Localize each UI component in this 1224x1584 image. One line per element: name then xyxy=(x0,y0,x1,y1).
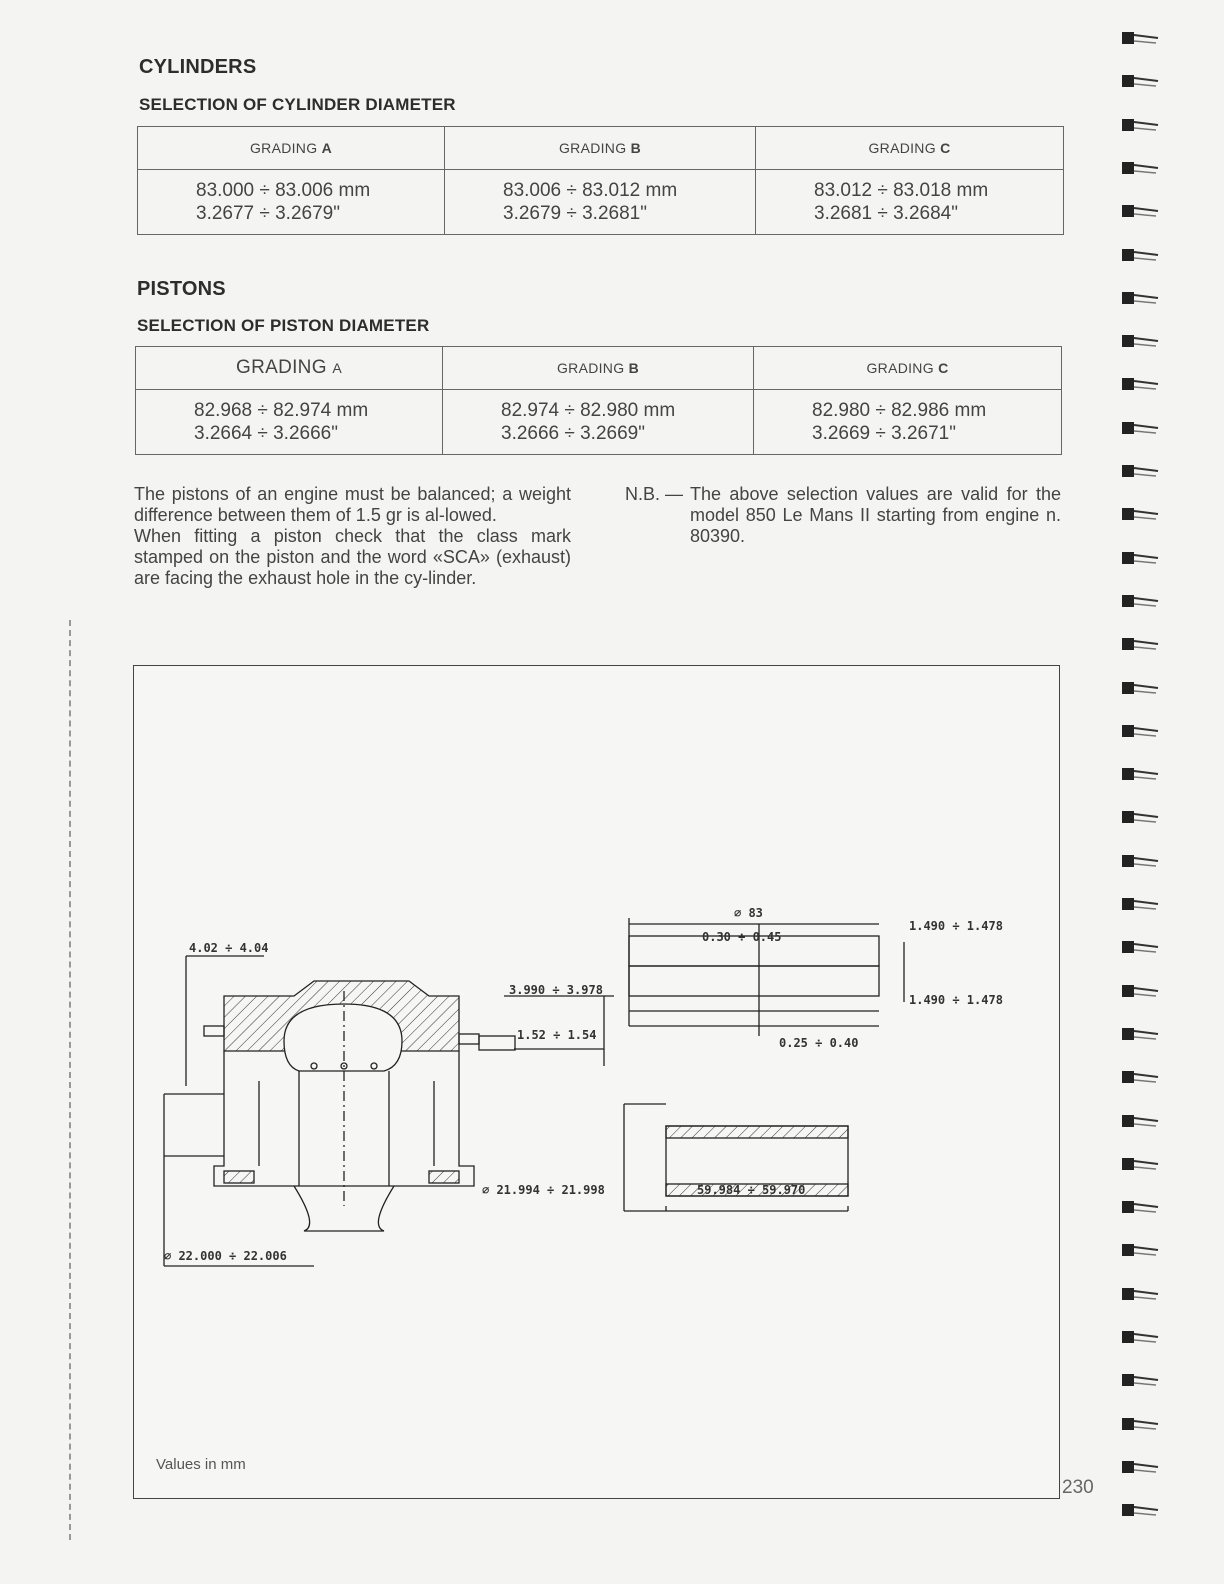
cyl-grade-c-values: 83.012 ÷ 83.018 mm 3.2681 ÷ 3.2684" xyxy=(756,170,1064,235)
binding-edge-marks xyxy=(69,620,73,1540)
binding-coil xyxy=(1120,376,1160,390)
binding-coil xyxy=(1120,1502,1160,1516)
figure-caption: Values in mm xyxy=(156,1456,246,1473)
pis-grade-a-values: 82.968 ÷ 82.974 mm 3.2664 ÷ 3.2666" xyxy=(136,390,443,455)
dim-pin-height: 4.02 ÷ 4.04 xyxy=(189,941,269,955)
binding-coil xyxy=(1120,1199,1160,1213)
pis-grade-a-header: GRADING A xyxy=(136,347,443,390)
binding-coil xyxy=(1120,1329,1160,1343)
binding-coil xyxy=(1120,593,1160,607)
dim-pin-length: 59.984 ÷ 59.970 xyxy=(697,1183,806,1197)
pistons-heading: PISTONS xyxy=(137,278,226,300)
binding-coil xyxy=(1120,896,1160,910)
piston-drawing xyxy=(134,666,1059,1498)
dim-pin-bore: ∅ 22.000 ÷ 22.006 xyxy=(164,1249,287,1263)
cyl-grade-b-header: GRADING B xyxy=(445,127,756,170)
pistons-subheading: SELECTION OF PISTON DIAMETER xyxy=(137,316,430,335)
page-number: 230 xyxy=(1062,1477,1094,1498)
binding-coil xyxy=(1120,203,1160,217)
dim-ring-groove: 3.990 ÷ 3.978 xyxy=(509,983,603,997)
dim-pin-diameter: ∅ 21.994 ÷ 21.998 xyxy=(482,1183,605,1197)
binding-coil xyxy=(1120,853,1160,867)
binding-coil xyxy=(1120,809,1160,823)
binding-coil xyxy=(1120,160,1160,174)
nb-note: The above selection values are valid for the model 850 Le Mans II starting from engine n. 80390. xyxy=(690,484,1061,546)
binding-coil xyxy=(1120,333,1160,347)
cylinders-heading: CYLINDERS xyxy=(139,56,257,78)
binding-coil xyxy=(1120,506,1160,520)
binding-coil xyxy=(1120,463,1160,477)
piston-grading-table xyxy=(135,346,1062,455)
pis-grade-c-header: GRADING C xyxy=(754,347,1062,390)
piston-balance-paragraph: The pistons of an engine must be balanced; a weight difference between them of 1.5 gr is al-lowed. When fitting a piston check that the class mark stamped on the piston and the word «SCA» (exhaust) are facing the exhaust hole in the cy-linder. xyxy=(134,484,571,588)
cyl-grade-a-header: GRADING A xyxy=(138,127,445,170)
cyl-grade-c-header: GRADING C xyxy=(756,127,1064,170)
binding-coil xyxy=(1120,117,1160,131)
binding-coil xyxy=(1120,550,1160,564)
binding-coil xyxy=(1120,636,1160,650)
cyl-grade-a-values: 83.000 ÷ 83.006 mm 3.2677 ÷ 3.2679" xyxy=(138,170,445,235)
binding-coil xyxy=(1120,723,1160,737)
binding-coil xyxy=(1120,247,1160,261)
binding-coil xyxy=(1120,73,1160,87)
binding-coil xyxy=(1120,420,1160,434)
cylinders-subheading: SELECTION OF CYLINDER DIAMETER xyxy=(139,95,456,114)
pis-grade-b-header: GRADING B xyxy=(443,347,754,390)
dim-ring-gap: 0.30 ÷ 0.45 xyxy=(702,930,782,944)
dim-bore-diameter: ∅ 83 xyxy=(734,906,763,920)
binding-coil xyxy=(1120,1026,1160,1040)
pis-grade-c-values: 82.980 ÷ 82.986 mm 3.2669 ÷ 3.2671" xyxy=(754,390,1062,455)
binding-coil xyxy=(1120,983,1160,997)
binding-coil xyxy=(1120,766,1160,780)
binding-coil xyxy=(1120,939,1160,953)
dim-ring-thickness-top: 1.490 ÷ 1.478 xyxy=(909,919,1003,933)
piston-dimensions-figure xyxy=(133,665,1060,1499)
nb-label: N.B. — xyxy=(625,484,684,504)
binding-coil xyxy=(1120,30,1160,44)
binding-coil xyxy=(1120,1113,1160,1127)
dim-ring-width: 1.52 ÷ 1.54 xyxy=(517,1028,597,1042)
binding-coil xyxy=(1120,290,1160,304)
binding-coil xyxy=(1120,1459,1160,1473)
binding-coil xyxy=(1120,1069,1160,1083)
dim-ring-thickness-bottom: 1.490 ÷ 1.478 xyxy=(909,993,1003,1007)
binding-coil xyxy=(1120,1416,1160,1430)
cylinder-grading-table xyxy=(137,126,1064,235)
binding-coil xyxy=(1120,680,1160,694)
binding-coil xyxy=(1120,1156,1160,1170)
pis-grade-b-values: 82.974 ÷ 82.980 mm 3.2666 ÷ 3.2669" xyxy=(443,390,754,455)
binding-coil xyxy=(1120,1286,1160,1300)
binding-coil xyxy=(1120,1372,1160,1386)
cyl-grade-b-values: 83.006 ÷ 83.012 mm 3.2679 ÷ 3.2681" xyxy=(445,170,756,235)
dim-side-clearance: 0.25 ÷ 0.40 xyxy=(779,1036,859,1050)
binding-coil xyxy=(1120,1242,1160,1256)
